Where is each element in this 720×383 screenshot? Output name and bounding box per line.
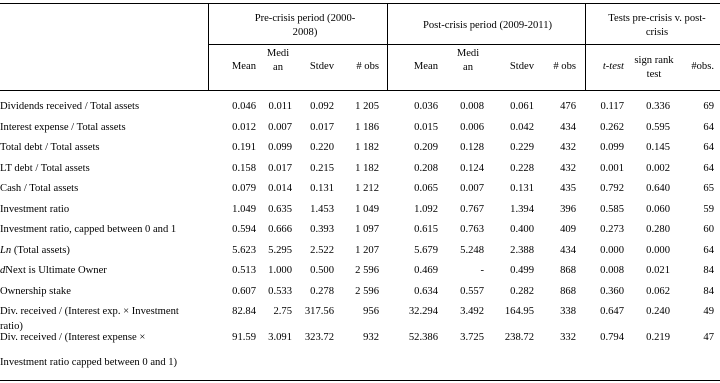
table-cell: 1 049: [355, 204, 379, 215]
table-cell: 0.585: [600, 204, 624, 215]
table-cell: 0.647: [600, 306, 624, 317]
row-label-text: Cash / Total assets: [0, 183, 79, 194]
table-cell: 0.615: [414, 224, 438, 235]
table-cell: 0.220: [310, 142, 334, 153]
table-cell: 0.000: [646, 245, 670, 256]
row-label-text: Div. received / (Interest expense ×: [0, 332, 146, 343]
table-cell: 5.623: [232, 245, 256, 256]
divider-3: [585, 3, 586, 91]
group-header-pre: Pre-crisis period (2000-2008): [254, 13, 356, 38]
table-cell: 60: [703, 224, 714, 235]
table-cell: 5.295: [268, 245, 292, 256]
table-cell: 0.336: [646, 101, 670, 112]
table-cell: 0.208: [414, 163, 438, 174]
table-cell: 0.533: [268, 286, 292, 297]
table-cell: 64: [703, 245, 714, 256]
row-label-italic: d: [0, 265, 6, 276]
table-cell: 5.248: [460, 245, 484, 256]
table-cell: 0.145: [646, 142, 670, 153]
table-cell: 2.75: [273, 306, 292, 317]
table-cell: 434: [560, 122, 576, 133]
table-cell: 0.513: [232, 265, 256, 276]
table-cell: 64: [703, 163, 714, 174]
table-cell: 432: [560, 142, 576, 153]
row-label: [0, 264, 206, 277]
table-cell: 0.079: [232, 183, 256, 194]
table-cell: 0.594: [232, 224, 256, 235]
table-cell: 476: [560, 101, 576, 112]
table-cell: 0.640: [646, 183, 670, 194]
table-cell: 0.393: [310, 224, 334, 235]
row-label: [0, 331, 206, 344]
table-cell: 0.021: [646, 265, 670, 276]
col-header: Median: [456, 48, 480, 73]
row-label-text: Next is Ultimate Owner: [5, 265, 107, 276]
table-cell: 0.015: [414, 122, 438, 133]
row-label-text: Total debt / Total assets: [0, 142, 100, 153]
row-label: [0, 121, 206, 134]
row-label: [0, 162, 206, 175]
row-label: [0, 244, 206, 257]
divider-1: [208, 3, 209, 91]
table-cell: 0.229: [510, 142, 534, 153]
table-cell: 0.607: [232, 286, 256, 297]
row-label-continued: ratio): [0, 321, 23, 332]
table-cell: 0.061: [510, 101, 534, 112]
table-cell: 82.84: [232, 306, 256, 317]
table-cell: 32.294: [408, 306, 438, 317]
table-cell: 0.794: [600, 332, 624, 343]
table-cell: 69: [703, 101, 714, 112]
bottom-rule: [0, 380, 720, 381]
table-cell: 0.099: [600, 142, 624, 153]
col-header: # obs: [356, 61, 379, 72]
col-header: Stdev: [509, 61, 534, 72]
table-cell: 0.131: [510, 183, 534, 194]
table-cell: 0.273: [600, 224, 624, 235]
table-cell: 409: [560, 224, 576, 235]
table-cell: 52.386: [408, 332, 438, 343]
table-cell: 0.124: [460, 163, 484, 174]
group-header-post: Post-crisis period (2009-2011): [422, 20, 553, 31]
table-cell: 0.008: [460, 101, 484, 112]
table-cell: 0.007: [460, 183, 484, 194]
table-cell: 64: [703, 142, 714, 153]
table-cell: 323.72: [304, 332, 334, 343]
table-cell: 0.092: [310, 101, 334, 112]
col-header: Mean: [231, 61, 256, 72]
table-cell: 1 186: [355, 122, 379, 133]
table-cell: 84: [703, 286, 714, 297]
table-cell: 1.000: [268, 265, 292, 276]
table-cell: 0.215: [310, 163, 334, 174]
table-cell: 0.042: [510, 122, 534, 133]
group-rule: [208, 44, 720, 45]
table-cell: 0.499: [510, 265, 534, 276]
table-cell: 1 182: [355, 142, 379, 153]
table-cell: 0.046: [232, 101, 256, 112]
header-bottom-rule: [0, 90, 720, 91]
table-cell: 2 596: [355, 286, 379, 297]
table-cell: 0.634: [414, 286, 438, 297]
table-cell: 0.060: [646, 204, 670, 215]
row-label-continued: Investment ratio capped between 0 and 1): [0, 357, 178, 368]
table-cell: 956: [363, 306, 379, 317]
row-label: [0, 141, 206, 154]
table-cell: 0.469: [414, 265, 438, 276]
table-cell: 1 207: [355, 245, 379, 256]
row-label: [0, 285, 206, 298]
row-label-text: Ownership stake: [0, 286, 71, 297]
table-cell: 0.763: [460, 224, 484, 235]
table-cell: 0.011: [268, 101, 292, 112]
table-cell: 2.522: [310, 245, 334, 256]
table-cell: 164.95: [504, 306, 534, 317]
table-cell: 0.767: [460, 204, 484, 215]
table-cell: 0.065: [414, 183, 438, 194]
table-cell: 2.388: [510, 245, 534, 256]
divider-2: [387, 3, 388, 91]
table-cell: 0.557: [460, 286, 484, 297]
table-cell: 0.500: [310, 265, 334, 276]
table-cell: 1.049: [232, 204, 256, 215]
table-cell: 1.453: [310, 204, 334, 215]
table-cell: 0.000: [600, 245, 624, 256]
table-cell: 0.006: [460, 122, 484, 133]
row-label-text: (Total assets): [11, 245, 70, 256]
table-cell: 0.017: [310, 122, 334, 133]
table-cell: 238.72: [504, 332, 534, 343]
table-cell: 868: [560, 265, 576, 276]
table-cell: 432: [560, 163, 576, 174]
table-cell: 0.008: [600, 265, 624, 276]
table-cell: 0.219: [646, 332, 670, 343]
table-cell: 0.282: [510, 286, 534, 297]
table-cell: 0.014: [268, 183, 292, 194]
table-cell: 84: [703, 265, 714, 276]
table-cell: 0.007: [268, 122, 292, 133]
group-header-tests: Tests pre-crisis v. post-crisis: [608, 13, 706, 38]
row-label-italic: Ln: [0, 245, 12, 256]
table-cell: 0.131: [310, 183, 334, 194]
table-cell: 0.360: [600, 286, 624, 297]
table-cell: 0.001: [600, 163, 624, 174]
top-rule: [0, 3, 720, 4]
table-cell: 0.595: [646, 122, 670, 133]
row-label-text: Investment ratio: [0, 204, 70, 215]
table-cell: 1.092: [414, 204, 438, 215]
table-cell: 2 596: [355, 265, 379, 276]
row-label: [0, 100, 206, 113]
table-cell: 0.062: [646, 286, 670, 297]
table-cell: 0.002: [646, 163, 670, 174]
table-cell: 0.209: [414, 142, 438, 153]
table-cell: 5.679: [414, 245, 438, 256]
table-cell: 0.228: [510, 163, 534, 174]
table-cell: 0.400: [510, 224, 534, 235]
table-cell: 317.56: [304, 306, 334, 317]
table-cell: 47: [703, 332, 714, 343]
table-cell: 0.117: [600, 101, 624, 112]
table-cell: 1 097: [355, 224, 379, 235]
table-cell: -: [480, 265, 484, 276]
table-cell: 0.666: [268, 224, 292, 235]
col-header: Stdev: [309, 61, 334, 72]
col-header: #obs.: [691, 61, 714, 72]
table-cell: 64: [703, 122, 714, 133]
table-cell: 0.158: [232, 163, 256, 174]
table-cell: 1 212: [355, 183, 379, 194]
table-cell: 1.394: [510, 204, 534, 215]
row-label-text: Dividends received / Total assets: [0, 101, 140, 112]
table-cell: 0.099: [268, 142, 292, 153]
table-cell: 396: [560, 204, 576, 215]
table-cell: 3.492: [460, 306, 484, 317]
table-cell: 49: [703, 306, 714, 317]
row-label: [0, 182, 206, 195]
col-header: # obs: [553, 61, 576, 72]
table-cell: 0.240: [646, 306, 670, 317]
row-label-text: Div. received / (Interest exp. × Investment: [0, 306, 179, 317]
table-cell: 0.036: [414, 101, 438, 112]
col-header: sign rank test: [634, 55, 674, 80]
table-cell: 0.280: [646, 224, 670, 235]
table-cell: 0.191: [232, 142, 256, 153]
table-cell: 332: [560, 332, 576, 343]
col-header: t-test: [602, 61, 624, 72]
row-label: [0, 203, 206, 216]
row-label-text: Investment ratio, capped between 0 and 1: [0, 224, 177, 235]
table-cell: 0.012: [232, 122, 256, 133]
table-cell: 0.792: [600, 183, 624, 194]
table-cell: 338: [560, 306, 576, 317]
row-label-text: LT debt / Total assets: [0, 163, 90, 174]
table-cell: 91.59: [232, 332, 256, 343]
table-cell: 59: [703, 204, 714, 215]
table-cell: 0.635: [268, 204, 292, 215]
table-cell: 0.128: [460, 142, 484, 153]
row-label: [0, 223, 206, 236]
table-cell: 0.017: [268, 163, 292, 174]
table-cell: 434: [560, 245, 576, 256]
col-header: Mean: [413, 61, 438, 72]
table-cell: 3.725: [460, 332, 484, 343]
table-cell: 0.278: [310, 286, 334, 297]
table-cell: 65: [703, 183, 714, 194]
table-cell: 435: [560, 183, 576, 194]
col-header: Median: [266, 48, 290, 73]
table-cell: 1 182: [355, 163, 379, 174]
row-label: [0, 305, 206, 318]
table-cell: 868: [560, 286, 576, 297]
row-label-text: Interest expense / Total assets: [0, 122, 126, 133]
table-cell: 0.262: [600, 122, 624, 133]
table-cell: 1 205: [355, 101, 379, 112]
table-cell: 3.091: [268, 332, 292, 343]
table-cell: 932: [363, 332, 379, 343]
